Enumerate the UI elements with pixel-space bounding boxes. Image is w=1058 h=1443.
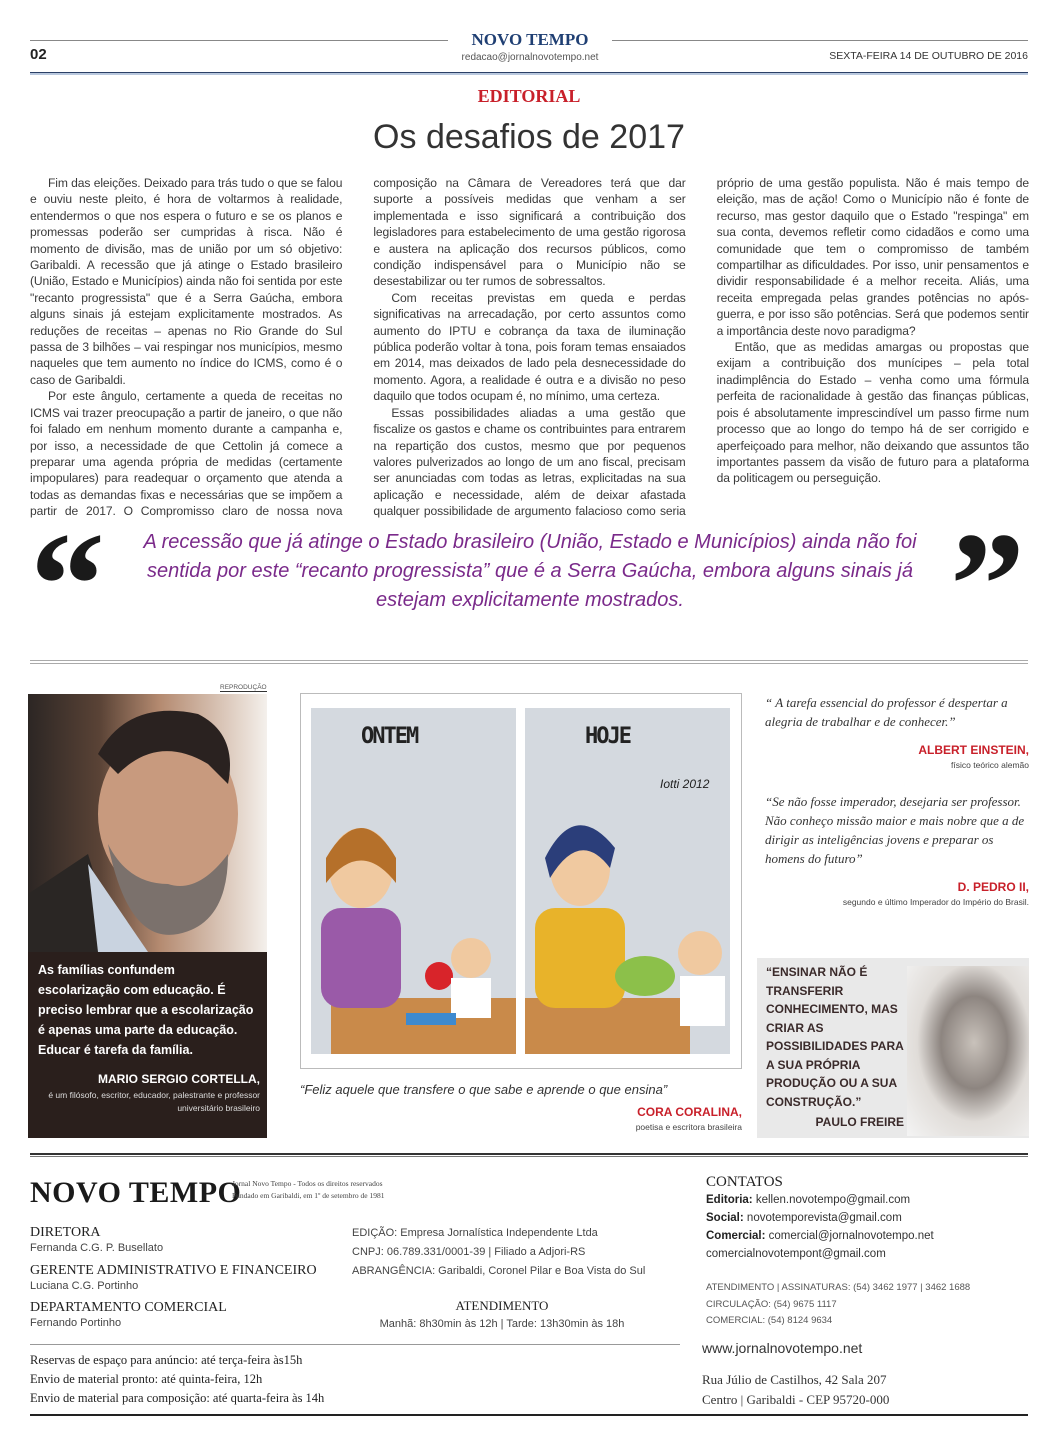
reservas-line: Envio de material para composição: até quarta-feira às 14h <box>30 1391 325 1405</box>
pedro-quote: “Se não fosse imperador, desejaria ser professor. Não conheço missão maior e mais nobre que a de dirigir as inteligências jovens e preparar os homens do futuro” <box>765 794 1025 866</box>
atendimento-title: ATENDIMENTO <box>455 1298 549 1313</box>
freire-text <box>766 958 904 1134</box>
article-paragraph: Por este ângulo, certamente a queda de receitas no ICMS vai trazer preocupação a partir de janeiro, o que não foi falado em nenhum momento durante a campanha e, por isso, a necessidade de que Cettolin já comece a preparar uma agenda própria de medidas (certamente impopulares) para readequar o orçamento que atenda a todas as demandas fixas e necessárias que se impõem a partir de 2017. O Compromisso claro de nossa nova composição na Câmara de Vereadores terá que dar suporte a possíveis medidas que venham a ser implementada e isso significará a contribuição dos legisladores para estabelecimento de uma gestão rigorosa e austera na aplicação dos recursos públicos, como condição indispensável para o Município não se desestabilizar ou ter rumos de sobressaltos. <box>30 176 686 519</box>
einstein-name: ALBERT EINSTEIN, <box>918 743 1029 757</box>
cora-name: CORA CORALINA, <box>637 1105 742 1119</box>
issue-date: SEXTA-FEIRA 14 DE OUTUBRO DE 2016 <box>829 50 1028 62</box>
close-quote-mark: ” <box>950 501 1025 668</box>
contact-email: novotemporevista@gmail.com <box>746 1212 902 1224</box>
article-paragraph: Com receitas previstas em queda e perdas significativas na arrecadação, por certo assuntos como aumento do IPTU e cobrança da taxa de iluminação pública poderão voltar à tona, pois foram temas ensaiados em 2014, mas deixados de lado pela desnecessidade do momento. Agora, a realidade é outra e a divisão no peso daquilo que todos ocupam é, no mínimo, uma certeza. <box>373 290 686 404</box>
header-email[interactable]: redacao@jornalnovotempo.net <box>461 52 599 63</box>
cortella-name: MARIO SERGIO CORTELLA, <box>98 1072 260 1086</box>
contact-comercial-2[interactable] <box>706 1248 886 1260</box>
teacher-apple-illustration <box>311 708 516 1054</box>
contatos-title: CONTATOS <box>706 1174 783 1190</box>
phone-line: CIRCULAÇÃO: (54) 9675 1117 <box>706 1299 837 1310</box>
contact-email: comercial@jornalnovotempo.net <box>768 1230 934 1242</box>
einstein-quote: “ A tarefa essencial do professor é despertar a alegria de trabalhar e de conhecer.” <box>765 695 1008 729</box>
cartoon-panel-hoje <box>525 708 730 1054</box>
cortella-quote-box <box>28 694 267 1138</box>
cora-quote: “Feliz aquele que transfere o que sabe e aprende o que ensina” <box>300 1082 668 1097</box>
cartoonist-signature: Iotti 2012 <box>660 777 710 791</box>
staff-role: GERENTE ADMINISTRATIVO E FINANCEIRO <box>30 1263 317 1278</box>
cartoon <box>300 693 742 1069</box>
cortella-description: é um filósofo, escritor, educador, palestrante e professor universitário brasileiro <box>48 1090 260 1113</box>
freire-photo <box>907 966 1029 1136</box>
photo-credit: REPRODUÇÃO <box>220 684 267 691</box>
footer-divider <box>30 1153 1028 1157</box>
footer-inner-rule <box>30 1344 680 1345</box>
cartoon-label: HOJE <box>585 724 630 749</box>
cortella-quote: As famílias confundem escolarização com educação. É preciso lembrar que a escolarização é apenas uma parte da educação. Educar é tarefa da família. <box>38 963 254 1057</box>
section-label: EDITORIAL <box>477 86 581 106</box>
article-paragraph: Essas possibilidades aliadas a uma gestão que fiscalize os gastos e chame os contribuintes para entrarem na repartição dos custos, mesmo que por pequenos valores pulverizados ao longo de um ano fiscal, precisam ser anunciadas com todas as letras, explicitadas na sua aplicação e necessidade, além de deixar afastada qualquer possibilidade de argumento falacioso como seria próprio de uma gestão populista. Não é mais tempo de eleição, mas de ação! Como o Município não é fonte de recurso, mas gestor daquilo que o Estado "respinga" em sua conta, devemos refletir como cidadãos e como uma comunidade que tem o compromisso de também compartilhar as dificuldades. Por isso, unir pensamentos e dividir responsabilidade é a melhor receita. Aliás, uma receita empregada pelas grandes potências no após-guerra, e por isso são potências. Será que podemos sentir a importância deste novo paradigma? <box>373 176 1029 519</box>
cnpj-info: CNPJ: 06.789.331/0001-39 | Filiado a Adjori-RS <box>352 1246 586 1258</box>
quotes-column <box>765 693 1029 907</box>
website-link[interactable]: www.jornalnovotempo.net <box>702 1340 863 1356</box>
reservas-line: Envio de material pronto: até quinta-feira, 12h <box>30 1372 263 1386</box>
freire-quote-box <box>757 958 1029 1138</box>
phone-line: ATENDIMENTO | ASSINATURAS: (54) 3462 1977 | 3462 1688 <box>706 1282 971 1293</box>
editorial-block <box>30 175 1029 668</box>
cartoon-label: ONTEM <box>361 724 418 749</box>
article-paragraph: Fim das eleições. Deixado para trás tudo o que se falou e ouviu neste pleito, é hora de voltarmos à realidade, entendermos o que nos espera o futuro e se os planos e promessas poderão ser cumpridas à risca. Não é momento de divisão, mas de união por um só objetivo: Garibaldi. A recessão que já atinge o Estado brasileiro (União, Estado e Municípios) ainda não foi sentida por este "recanto progressista" que é a Serra Gaúcha, embora alguns sinais já estejam explicitamente mostrados. As reduções de receitas – apenas no Rio Grande do Sul passa de 3 bilhões – vai respingar nos municípios, mesmo naqueles que tem aumento no índice do ICMS, como é o caso de Garibaldi. <box>30 176 343 387</box>
staff-name: Luciana C.G. Portinho <box>30 1280 139 1292</box>
contact-label: Comercial: <box>706 1230 766 1242</box>
founded-text: Fundado em Garibaldi, em 1º de setembro de 1981 <box>232 1191 385 1200</box>
header-rule-right <box>612 40 1028 41</box>
spacer <box>765 770 1029 792</box>
staff-role: DIRETORA <box>30 1225 101 1240</box>
teacher-piggybank-illustration <box>525 708 730 1054</box>
page-number: 02 <box>30 46 47 63</box>
pedro-description: segundo e último Imperador do Império do Brasil. <box>842 897 1029 907</box>
footer-rights <box>232 1178 385 1202</box>
staff-role: DEPARTAMENTO COMERCIAL <box>30 1300 227 1315</box>
masthead: NOVO TEMPO <box>471 30 589 49</box>
article-paragraph: Então, que as medidas amargas ou propostas que exijam a contribuição dos munícipes – pela total inadimplência do Estado – venha como uma fórmula perfeita de racionalidade à gestão das finanças públicas, pois é absolutamente imprescindível um passo firme num processo que ao longo do tempo há de ser corrigido e aperfeiçoado para melhor, não deixando que assuntos tão importantes passem da visão de futuro para a plataforma da politicagem ou perseguição. <box>716 340 1029 486</box>
cortella-photo <box>28 694 267 952</box>
contact-label: Social: <box>706 1212 744 1224</box>
contact-editoria[interactable] <box>706 1194 910 1206</box>
phone-line: COMERCIAL: (54) 8124 9634 <box>706 1315 833 1326</box>
header-rule-left <box>30 40 448 41</box>
footer-logo: NOVO TEMPO <box>30 1176 242 1209</box>
contact-email: kellen.novotempo@gmail.com <box>755 1194 911 1206</box>
header-divider <box>30 72 1028 75</box>
cora-description: poetisa e escritora brasileira <box>635 1122 742 1132</box>
headline: Os desafios de 2017 <box>373 118 685 156</box>
edicao-info: EDIÇÃO: Empresa Jornalística Independente Ltda <box>352 1227 598 1239</box>
contact-social[interactable] <box>706 1212 902 1224</box>
contact-label: Editoria: <box>706 1194 753 1206</box>
section-divider <box>30 660 1028 664</box>
pedro-name: D. PEDRO II, <box>957 880 1029 894</box>
staff-name: Fernanda C.G. P. Busellato <box>30 1242 164 1254</box>
article-body <box>30 175 1029 520</box>
contact-comercial[interactable] <box>706 1230 934 1242</box>
open-quote-mark: “ <box>30 501 105 668</box>
portrait-illustration <box>28 694 267 952</box>
pull-quote-row <box>30 501 1029 668</box>
bottom-rule <box>30 1414 1028 1416</box>
einstein-description: físico teórico alemão <box>951 760 1029 770</box>
cora-quote-block <box>300 1082 742 1132</box>
reservas-line: Reservas de espaço para anúncio: até terça-feira às15h <box>30 1353 303 1367</box>
pull-quote: A recessão que já atinge o Estado brasileiro (União, Estado e Municípios) ainda não foi sentida por este “recanto progressista” que é a Serra Gaúcha, embora alguns sinais já estejam explicitamente mostrados. <box>143 530 917 611</box>
address-line: Rua Júlio de Castilhos, 42 Sala 207 <box>702 1372 887 1387</box>
cortella-text <box>38 960 260 1115</box>
abrangencia-info: ABRANGÊNCIA: Garibaldi, Coronel Pilar e Boa Vista do Sul <box>352 1265 646 1277</box>
rights-text: Jornal Novo Tempo - Todos os direitos reservados <box>232 1179 383 1188</box>
atendimento-hours: Manhã: 8h30min às 12h | Tarde: 13h30min às 18h <box>379 1318 625 1330</box>
address-line: Centro | Garibaldi - CEP 95720-000 <box>702 1392 890 1407</box>
cartoon-panel-ontem <box>311 708 516 1054</box>
freire-name: PAULO FREIRE <box>815 1115 904 1129</box>
staff-name: Fernando Portinho <box>30 1317 122 1329</box>
freire-quote: “ENSINAR NÃO É TRANSFERIR CONHECIMENTO, MAS CRIAR AS POSSIBILIDADES PARA A SUA PRÓPRIA PRODUÇÃO OU A SUA CONSTRUÇÃO.” <box>766 965 904 1109</box>
contact-email: comercialnovotempont@gmail.com <box>706 1248 886 1260</box>
